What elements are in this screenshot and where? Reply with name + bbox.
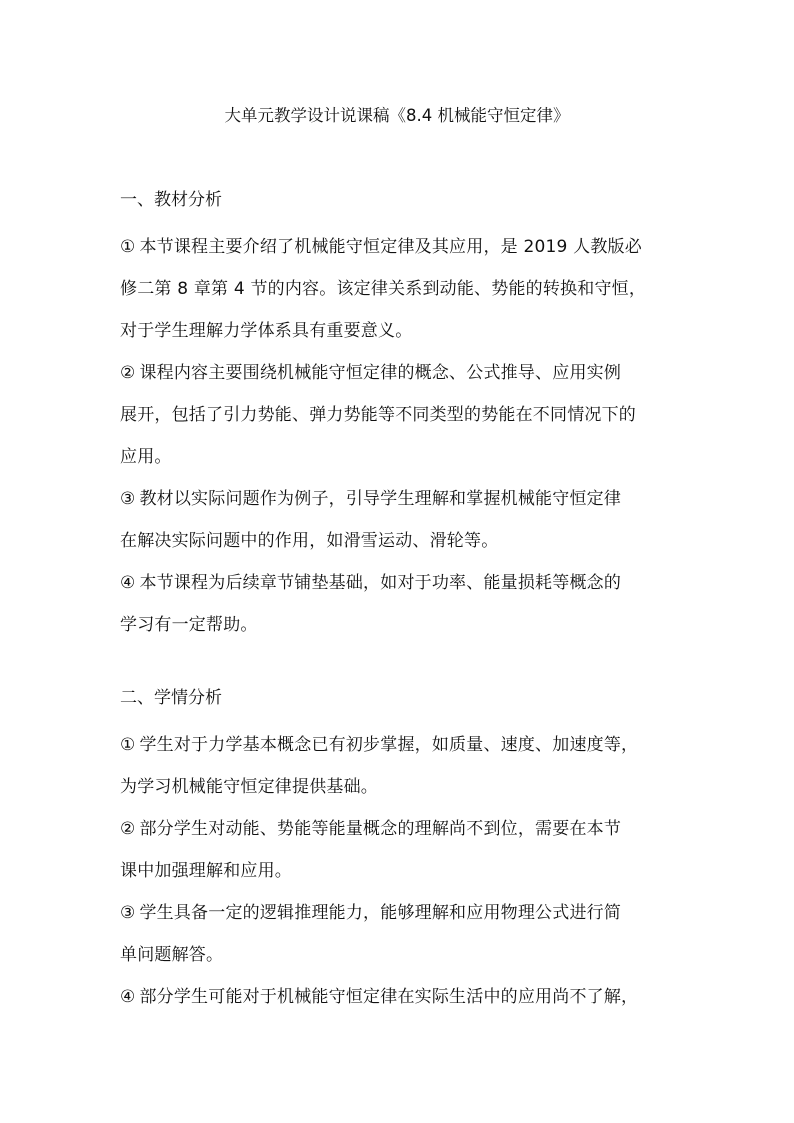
paragraph-line — [120, 478, 680, 520]
paragraph-line: 为学习机械能守恒定律提供基础。 — [120, 777, 378, 797]
line-text: 部分学生可能对于机械能守恒定律在实际生活中的应用尚不了解， — [139, 987, 639, 1007]
paragraph-item — [120, 808, 680, 892]
line-text: 本节课程主要介绍了机械能守恒定律及其应用，是 2019 人教版必 — [139, 237, 642, 257]
paragraph-line: 学习有一定帮助。 — [120, 615, 258, 635]
line-text: 学生对于力学基本概念已有初步掌握，如质量、速度、加速度等， — [139, 735, 639, 755]
paragraph-line — [120, 352, 680, 394]
paragraph-item — [120, 892, 680, 976]
line-text: 本节课程为后续章节铺垫基础，如对于功率、能量损耗等概念的 — [139, 573, 622, 593]
circled-number-mark: ② — [120, 819, 136, 839]
paragraph-item — [120, 226, 680, 352]
circled-number-mark: ④ — [120, 987, 136, 1007]
circled-number-mark: ③ — [120, 489, 136, 509]
paragraph-line: 在解决实际问题中的作用，如滑雪运动、滑轮等。 — [120, 531, 499, 551]
section-student-analysis — [120, 684, 680, 1018]
paragraph-item — [120, 976, 680, 1018]
paragraph-line — [120, 976, 680, 1018]
section-heading: 二、学情分析 — [120, 688, 222, 708]
paragraph-line — [120, 226, 680, 268]
circled-number-mark: ③ — [120, 903, 136, 923]
section-textbook-analysis — [120, 186, 680, 646]
section-heading: 一、教材分析 — [120, 190, 222, 210]
paragraph-item — [120, 352, 680, 478]
paragraph-item — [120, 478, 680, 562]
paragraph-line — [120, 892, 680, 934]
paragraph-line — [120, 724, 680, 766]
document-title: 大单元教学设计说课稿《8.4 机械能守恒定律》 — [224, 106, 570, 125]
paragraph-item — [120, 562, 680, 646]
circled-number-mark: ① — [120, 735, 136, 755]
paragraph-line: 展开，包括了引力势能、弹力势能等不同类型的势能在不同情况下的 — [120, 405, 636, 425]
paragraph-line: 修二第 8 章第 4 节的内容。该定律关系到动能、势能的转换和守恒， — [120, 279, 647, 299]
line-text: 课程内容主要围绕机械能守恒定律的概念、公式推导、应用实例 — [139, 363, 622, 383]
paragraph-line: 单问题解答。 — [120, 945, 224, 965]
paragraph-line: 课中加强理解和应用。 — [120, 861, 292, 881]
circled-number-mark: ② — [120, 363, 136, 383]
paragraph-line: 应用。 — [120, 447, 172, 467]
paragraph-item — [120, 724, 680, 808]
line-text: 教材以实际问题作为例子，引导学生理解和掌握机械能守恒定律 — [139, 489, 622, 509]
paragraph-line — [120, 562, 680, 604]
paragraph-line: 对于学生理解力学体系具有重要意义。 — [120, 321, 413, 341]
circled-number-mark: ④ — [120, 573, 136, 593]
line-text: 部分学生对动能、势能等能量概念的理解尚不到位，需要在本节 — [139, 819, 622, 839]
line-text: 学生具备一定的逻辑推理能力，能够理解和应用物理公式进行简 — [139, 903, 622, 923]
circled-number-mark: ① — [120, 237, 136, 257]
paragraph-line — [120, 808, 680, 850]
